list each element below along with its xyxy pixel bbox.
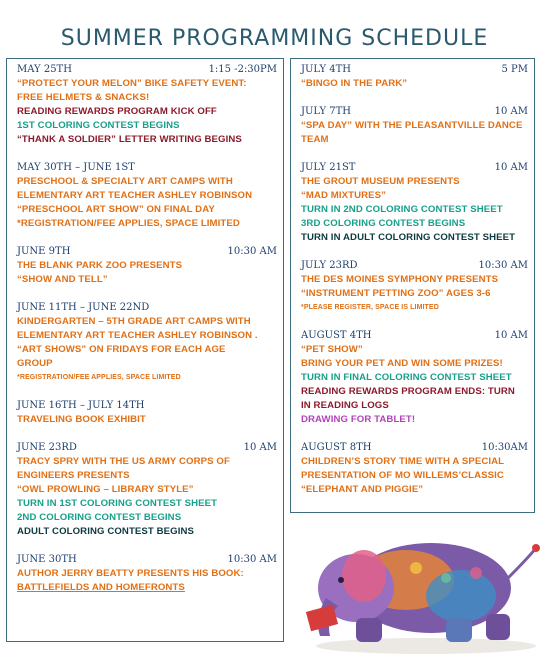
event-header (17, 161, 277, 174)
event-line: BRING YOUR PET AND WIN SOME PRIZES! (301, 358, 503, 369)
event (17, 301, 277, 385)
event-line: ELEMENTARY ART TEACHER ASHLEY ROBINSON . (17, 330, 258, 341)
event-line: PRESCHOOL & SPECIALTY ART CAMPS WITH (17, 176, 233, 187)
event-date: JUNE 9TH (17, 246, 71, 257)
event-line: *PLEASE REGISTER, SPACE IS LIMITED (301, 304, 439, 311)
event-line: 2ND COLORING CONTEST BEGINS (17, 512, 182, 523)
event-line: CHILDREN’S STORY TIME WITH A SPECIAL (301, 456, 505, 467)
event-line: *REGISTRATION/FEE APPLIES, SPACE LIMITED (17, 218, 240, 229)
event-line: TRACY SPRY WITH THE US ARMY CORPS OF (17, 456, 230, 467)
event (301, 441, 528, 497)
event-line: “MAD MIXTURES” (301, 190, 387, 201)
event-date: JUNE 30TH (17, 554, 77, 565)
event-time: 10 AM (494, 330, 528, 341)
event-line: “PET SHOW” (301, 344, 363, 355)
event-line: THE DES MOINES SYMPHONY PRESENTS (301, 274, 499, 285)
event-line: THE BLANK PARK ZOO PRESENTS (17, 260, 183, 271)
event-line: TEAM (301, 134, 329, 145)
event-date: JULY 23RD (301, 260, 358, 271)
schedule-column-left (6, 58, 284, 642)
event-date: JUNE 11TH – JUNE 22ND (17, 302, 150, 313)
event-line: “ELEPHANT AND PIGGIE” (301, 484, 424, 495)
event (301, 105, 528, 147)
event-line: ELEMENTARY ART TEACHER ASHLEY ROBINSON (17, 190, 253, 201)
event-line: FREE HELMETS & SNACKS! (17, 92, 150, 103)
event-date: AUGUST 4TH (301, 330, 372, 341)
event-header (17, 301, 277, 314)
event (17, 245, 277, 287)
event-header (17, 553, 277, 566)
event-line: *REGISTRATION/FEE APPLIES, SPACE LIMITED (17, 374, 181, 381)
event (17, 441, 277, 539)
event-time: 10:30 AM (227, 246, 277, 257)
event-line: READING REWARDS PROGRAM ENDS: TURN (301, 386, 515, 397)
event-line: IN READING LOGS (301, 400, 389, 411)
page-title: SUMMER PROGRAMMING SCHEDULE (60, 26, 489, 51)
event-line: TURN IN 1ST COLORING CONTEST SHEET (17, 498, 218, 509)
event-date: JULY 4TH (301, 64, 351, 75)
event (301, 259, 528, 315)
event-header (17, 245, 277, 258)
event-header (17, 399, 277, 412)
event-time: 1:15 -2:30PM (208, 64, 277, 75)
event-time: 10:30 AM (227, 554, 277, 565)
event-time: 10 AM (243, 442, 277, 453)
event-date: JULY 7TH (301, 106, 351, 117)
event-date: MAY 25TH (17, 64, 72, 75)
event-line: ADULT COLORING CONTEST BEGINS (17, 526, 195, 537)
event-time: 10:30AM (481, 442, 528, 453)
event-time: 10 AM (494, 162, 528, 173)
event-time: 10 AM (494, 106, 528, 117)
event-line: TRAVELING BOOK EXHIBIT (17, 414, 146, 425)
event-header (301, 329, 528, 342)
event-header (301, 105, 528, 118)
event-line: PRESENTATION OF MO WILLEMS’CLASSIC (301, 470, 504, 481)
event (301, 161, 528, 245)
event-header (301, 161, 528, 174)
event-line: BATTLEFIELDS AND HOMEFRONTS (17, 582, 185, 593)
event-line: “INSTRUMENT PETTING ZOO” AGES 3-6 (301, 288, 491, 299)
event-line: READING REWARDS PROGRAM KICK OFF (17, 106, 217, 117)
right-events (301, 63, 528, 511)
event-line: 1ST COLORING CONTEST BEGINS (17, 120, 180, 131)
event-line: DRAWING FOR TABLET! (301, 414, 416, 425)
event (301, 63, 528, 91)
event-line: AUTHOR JERRY BEATTY PRESENTS HIS BOOK: (17, 568, 244, 579)
event-line: “SHOW AND TELL” (17, 274, 108, 285)
event-header (301, 63, 528, 76)
event-line: “BINGO IN THE PARK” (301, 78, 408, 89)
event-line: “ART SHOWS” ON FRIDAYS FOR EACH AGE (17, 344, 226, 355)
event-line: “THANK A SOLDIER” LETTER WRITING BEGINS (17, 134, 242, 145)
event-header (17, 63, 277, 76)
event-line: ENGINEERS PRESENTS (17, 470, 130, 481)
event-header (301, 441, 528, 454)
event-line: THE GROUT MUSEUM PRESENTS (301, 176, 460, 187)
event-line: “OWL PROWLING – LIBRARY STYLE” (17, 484, 194, 495)
event-line: 3RD COLORING CONTEST BEGINS (301, 218, 466, 229)
event-line: “SPA DAY” WITH THE PLEASANTVILLE DANCE (301, 120, 523, 131)
event (17, 553, 277, 595)
event-time: 10:30 AM (478, 260, 528, 271)
event-line: TURN IN FINAL COLORING CONTEST SHEET (301, 372, 512, 383)
left-events (17, 63, 277, 609)
event-line: “PRESCHOOL ART SHOW” ON FINAL DAY (17, 204, 215, 215)
event-date: MAY 30TH – JUNE 1ST (17, 162, 135, 173)
event-line: GROUP (17, 358, 53, 369)
event (17, 399, 277, 427)
event-date: JUNE 23RD (17, 442, 77, 453)
event-date: JUNE 16TH – JULY 14TH (17, 400, 145, 411)
event (17, 161, 277, 231)
event (17, 63, 277, 147)
event (301, 329, 528, 427)
event-time: 5 PM (501, 64, 528, 75)
event-header (17, 441, 277, 454)
event-header (301, 259, 528, 272)
event-date: AUGUST 8TH (301, 442, 372, 453)
event-line: KINDERGARTEN – 5TH GRADE ART CAMPS WITH (17, 316, 251, 327)
schedule-column-right (290, 58, 535, 513)
event-line: TURN IN ADULT COLORING CONTEST SHEET (301, 232, 516, 243)
elephant-reading-icon (296, 518, 542, 658)
event-line: “PROTECT YOUR MELON” BIKE SAFETY EVENT: (17, 78, 247, 89)
event-date: JULY 21ST (301, 162, 356, 173)
event-line: TURN IN 2ND COLORING CONTEST SHEET (301, 204, 503, 215)
